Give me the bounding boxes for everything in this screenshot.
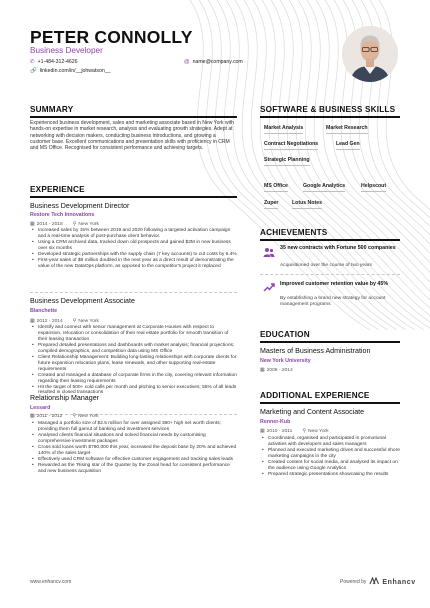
- list-item: • Client Relationship Management: Building long-lasting relationships with corporate clients for future expansion relocation plans, lease renewals, and other supporting real-estate requirements: [32, 355, 237, 373]
- school-name: New York University: [260, 358, 311, 364]
- additional-bullets: [262, 436, 402, 478]
- list-item: • Coordinated, organised and participated in promotional activities with developers and sales managers: [262, 436, 402, 448]
- list-item: • Increased sales by 15% between 2019 and 2020 following a targeted activation campaign and a real-time analysis of post-purchase client behavior.: [32, 228, 237, 240]
- skill-tag: MS Office: [264, 183, 288, 192]
- calendar-icon: ▦: [30, 222, 35, 227]
- list-item: • Prepared strategic presentations showcasing the results: [262, 472, 402, 478]
- at-icon: @: [184, 59, 190, 65]
- additional-location: New York: [307, 429, 329, 434]
- calendar-icon: ▦: [30, 414, 35, 419]
- email-text: name@company.com: [192, 59, 243, 65]
- list-item: • Analysed clients financial situations and solved financial needs by customising comprehensive investment packages: [32, 433, 237, 445]
- job-location: New York: [78, 222, 99, 227]
- candidate-title: Business Developer: [30, 46, 103, 55]
- job-meta: [30, 221, 99, 227]
- job-bullets: [32, 325, 237, 396]
- achievements-heading: ACHIEVEMENTS: [260, 228, 328, 237]
- divider: [30, 292, 237, 293]
- skill-tag: Strategic Planning: [264, 157, 310, 166]
- achievement-desc: By establishing a brand new strategy for account management programs: [280, 296, 386, 307]
- people-icon: [263, 246, 275, 258]
- summary-heading: SUMMARY: [30, 105, 74, 114]
- location-icon: ⚲: [302, 429, 306, 434]
- skill-tag: Google Analytics: [303, 183, 345, 192]
- job-title: Business Development Director: [30, 202, 130, 210]
- skill-tag: Market Analysis: [264, 125, 303, 134]
- job-company: Blanchette: [30, 308, 58, 314]
- additional-dates: 2010 - 2011: [266, 429, 293, 434]
- summary-text: Experienced business development, sales and marketing associate based in New York with hands-on expertise in market research, analysis and evaluating growth strategies. Adept at networking with decision makers, conducting business introductions, and growing a customer base. Excellent communications and presentation skills with proficiency in CRM and MS Office. Recognised for consistent performance and achieving targets.: [30, 120, 234, 151]
- education-heading: EDUCATION: [260, 330, 310, 339]
- skills-rule: [260, 116, 400, 118]
- location-icon: ⚲: [72, 414, 76, 419]
- list-item: • First-year sales of $8 million doubled in the next year as a direct result of demonstrating the value of the new DataOps platform, as opposed to the competitor's project it replaced: [32, 258, 237, 270]
- list-item: • Cross sold loans worth $780,000 this year, increased the deposit base by 20% and achieved 140% of the sales target: [32, 445, 237, 457]
- calendar-icon: ▦: [260, 429, 265, 434]
- job-dates: 2014 - 2018: [36, 222, 63, 227]
- list-item: • Created and managed a database of corporate firms in the city, covering relevant information regarding their leasing requirements: [32, 373, 237, 385]
- trend-up-icon: [263, 281, 275, 293]
- skill-tag: Lotus Notes: [292, 200, 322, 209]
- additional-title: Marketing and Content Associate: [260, 408, 365, 416]
- email-contact[interactable]: [184, 59, 243, 65]
- job-dates: 2011 - 2012: [36, 414, 63, 419]
- list-item: • Created content for social media, and analysed its impact on the audience using Google Analytics: [262, 460, 402, 472]
- achievement-title: Improved customer retention value by 45%: [280, 281, 389, 287]
- job-title: Business Development Associate: [30, 297, 135, 305]
- calendar-icon: ▦: [260, 368, 265, 373]
- job-company: Lessard: [30, 405, 51, 411]
- education-dates: 2008 - 2014: [266, 368, 293, 373]
- location-icon: ⚲: [72, 222, 77, 227]
- link-icon: 🔗: [30, 68, 37, 74]
- achievement-desc: Acquisitioned over the course of two years: [280, 263, 372, 268]
- phone-text: +1-484-312-4626: [37, 59, 78, 65]
- phone-contact[interactable]: [30, 59, 78, 65]
- skills-heading: SOFTWARE & BUSINESS SKILLS: [260, 105, 396, 114]
- list-item: • Using a CRM archived data, tracked down old prospects and gained $2M in new business over six months: [32, 240, 237, 252]
- list-item: • Effectively used CRM software for effective customer engagement and tracking sales leads: [32, 457, 237, 463]
- education-meta: [260, 367, 293, 373]
- education-rule: [260, 341, 400, 343]
- linkedin-text: linkedin.com/in/__johwatson__: [39, 68, 111, 74]
- powered-by-text: Powered by: [340, 579, 367, 585]
- skill-tag: Contract Negotiations: [264, 141, 318, 150]
- location-icon: ⚲: [72, 319, 77, 324]
- divider: [260, 274, 400, 275]
- job-company: Restore Tech Innovations: [30, 212, 95, 218]
- job-dates: 2012 - 2014: [36, 319, 63, 324]
- job-title: Relationship Manager: [30, 394, 100, 402]
- phone-icon: ✆: [30, 59, 35, 65]
- additional-heading: ADDITIONAL EXPERIENCE: [260, 391, 370, 400]
- footer-brand[interactable]: [340, 577, 416, 587]
- achievements-rule: [260, 239, 400, 241]
- achievement-title: 35 new contracts with Fortune 500 companies: [280, 245, 396, 251]
- job-meta: [30, 413, 99, 419]
- summary-rule: [30, 116, 237, 118]
- job-meta: [30, 318, 99, 324]
- list-item: • Hit the target of 500+ cold calls per month and pitching to senior executives; 55% of all leads resulted in closed transactions: [32, 385, 237, 397]
- list-item: • Planned and executed marketing drives and successful shore marketing campaigns in the city: [262, 448, 402, 460]
- profile-photo: [342, 26, 398, 82]
- skill-tag: Lead Gen: [336, 141, 360, 150]
- candidate-name: PETER CONNOLLY: [30, 27, 193, 47]
- enhancv-logo-icon: [369, 577, 379, 587]
- additional-meta: [260, 428, 329, 434]
- list-item: • Managed a portfolio size of $2.5 million for over assigned 380+ high net worth clients; providing them full gamut of banking and investment services: [32, 421, 237, 433]
- footer-website[interactable]: www.enhancv.com: [30, 579, 72, 585]
- job-bullets: [32, 228, 237, 270]
- skill-tag: Market Research: [326, 125, 368, 134]
- list-item: • Rewarded as the 'Rising star of the Quarter by the Zonal head for consistent performance and new business acquisition: [32, 463, 237, 475]
- job-location: New York: [78, 319, 99, 324]
- skill-tag: Helpscout: [361, 183, 386, 192]
- degree-title: Masters of Business Administration: [260, 347, 371, 355]
- experience-heading: EXPERIENCE: [30, 185, 85, 194]
- list-item: • Prepared detailed presentations and dashboards with market analysis; financial projections; compiled demographics, and competition data using MS Office: [32, 343, 237, 355]
- job-bullets: [32, 421, 237, 475]
- job-location: New York: [77, 414, 99, 419]
- list-item: • Identify and connect with senior management at Corporate Houses with respect to expansion, relocation or consolidation of their real estate portfolio for smooth transition of their leasing transaction: [32, 325, 237, 343]
- list-item: • Developed strategic partnerships with the supply chain (7 key accounts) to cut costs by 6.4%: [32, 252, 237, 258]
- enhancv-logo-text: Enhancv: [382, 578, 416, 586]
- additional-rule: [260, 402, 400, 404]
- experience-rule: [30, 196, 237, 198]
- linkedin-contact[interactable]: [30, 68, 111, 74]
- skill-tag: Zuper: [264, 200, 278, 209]
- calendar-icon: ▦: [30, 319, 35, 324]
- additional-company: Renner-Kub: [260, 419, 291, 425]
